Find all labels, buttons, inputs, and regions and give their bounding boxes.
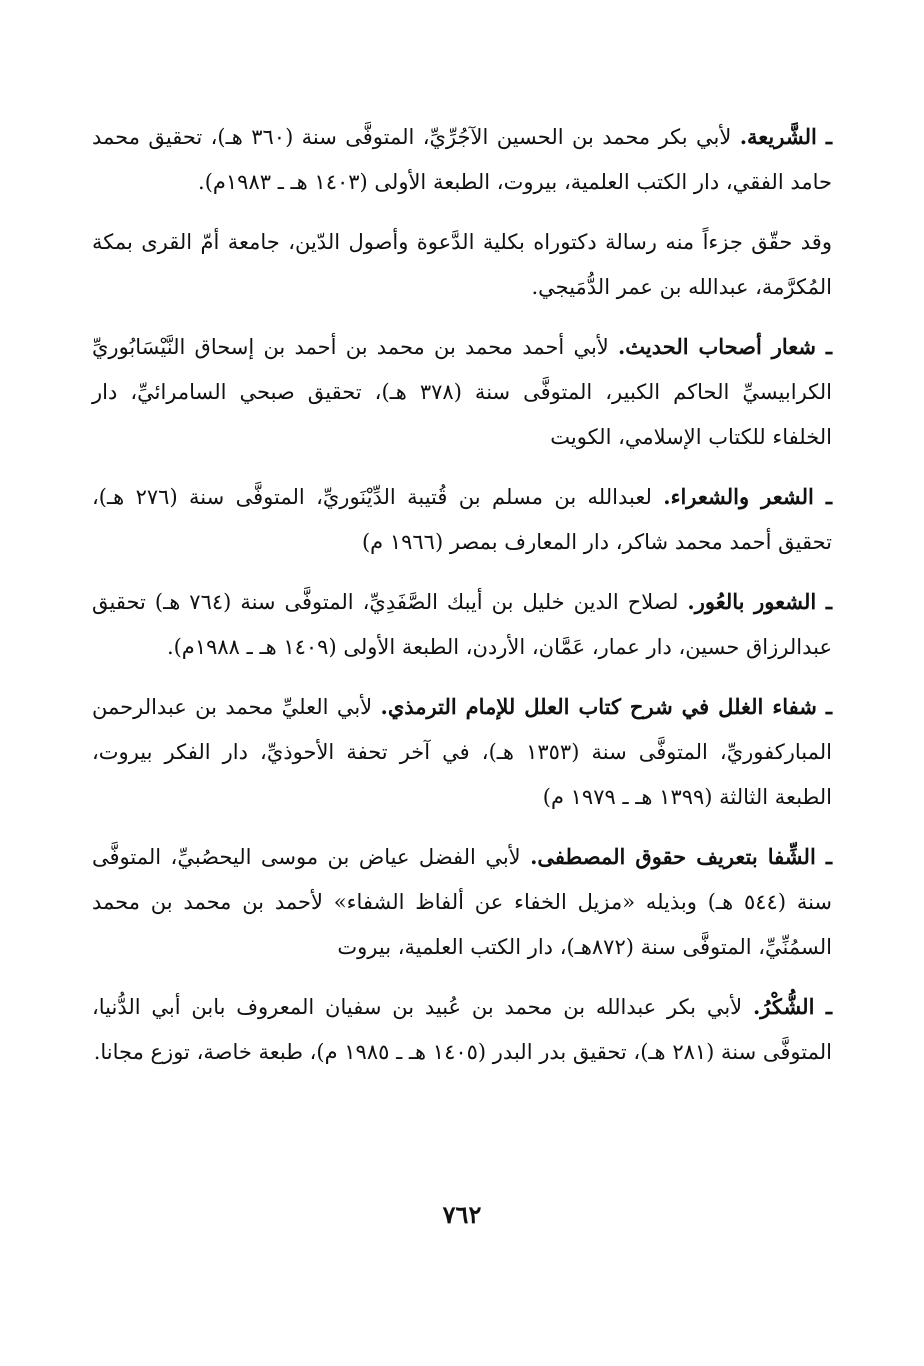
entry-text: لأبي بكر عبدالله بن محمد بن عُبيد بن سفيان المعروف بابن أبي الدُّنيا، المتوفَّى سنة (٢٨١ هـ)، تحقيق بدر البدر (١٤٠٥ هـ ـ ١٩٨٥ م)، طبعة خاصة، توزع مجانا. [92,995,832,1064]
bibliography-entry [92,579,832,670]
bibliography-entry [92,474,832,565]
entry-title: ـ الشِّفا بتعريف حقوق المصطفى. [530,844,832,869]
bibliography-entry [92,684,832,820]
bibliography-entry [92,834,832,970]
entry-title: ـ الشعور بالعُور. [687,589,833,614]
entry-title: ـ شفاء الغلل في شرح كتاب العلل للإمام الترمذي. [380,694,833,719]
entry-text: لعبدالله بن مسلم بن قُتيبة الدِّيْنَوريِّ، المتوفَّى سنة (٢٧٦ هـ)، تحقيق أحمد محمد شاكر، دار المعارف بمصر (١٩٦٦ م) [92,485,832,554]
entry-text: لأبي بكر محمد بن الحسين الآجُرِّيِّ، المتوفَّى سنة (٣٦٠ هـ)، تحقيق محمد حامد الفقي، دار الكتب العلمية، بيروت، الطبعة الأولى (١٤٠٣ هـ ـ ١٩٨٣م). [92,125,832,194]
bibliography-entry-note [92,219,832,310]
entry-text: لأبي أحمد محمد بن محمد بن أحمد بن إسحاق النَّيْسَابُوريِّ الكرابيسيِّ الحاكم الكبير، المتوفَّى سنة (٣٧٨ هـ)، تحقيق صبحي السامرائيِّ، دار الخلفاء للكتاب الإسلامي، الكويت [92,335,832,449]
entry-text: لأبي العليِّ محمد بن عبدالرحمن المباركفوريِّ، المتوفَّى سنة (١٣٥٣ هـ)، في آخر تحفة الأحوذيِّ، دار الفكر بيروت، الطبعة الثالثة (١٣٩٩ هـ ـ ١٩٧٩ م) [92,695,832,809]
bibliography-entry [92,114,832,205]
bibliography-entry [92,984,832,1075]
bibliography-list [92,114,832,1075]
entry-title: ـ شعار أصحاب الحديث. [618,334,832,359]
entry-text: لصلاح الدين خليل بن أيبك الصَّفَدِيِّ، المتوفَّى سنة (٧٦٤ هـ) تحقيق عبدالرزاق حسين، دار عمار، عَمَّان، الأردن، الطبعة الأولى (١٤٠٩ هـ ـ ١٩٨٨م). [92,590,832,659]
page-number: ٧٦٢ [442,1200,482,1229]
entry-title: ـ الشُّكْرُ. [752,994,832,1019]
entry-title: ـ الشعر والشعراء. [663,484,832,509]
entry-text: لأبي الفضل عياض بن موسى اليحصُبيِّ، المتوفَّى سنة (٥٤٤ هـ) وبذيله «مزيل الخفاء عن ألفاظ الشفاء» لأحمد بن محمد بن محمد السمُنِّيِّ، المتوفَّى سنة (٨٧٢هـ)، دار الكتب العلمية، بيروت [92,845,833,959]
entry-title: ـ الشَّريعة. [739,124,833,149]
entry-text: وقد حقّق جزءاً منه رسالة دكتوراه بكلية الدَّعوة وأصول الدّين، جامعة أمّ القرى بمكة المُكرَّمة، عبدالله بن عمر الدُّمَيجي. [92,230,832,299]
bibliography-entry [92,324,832,460]
